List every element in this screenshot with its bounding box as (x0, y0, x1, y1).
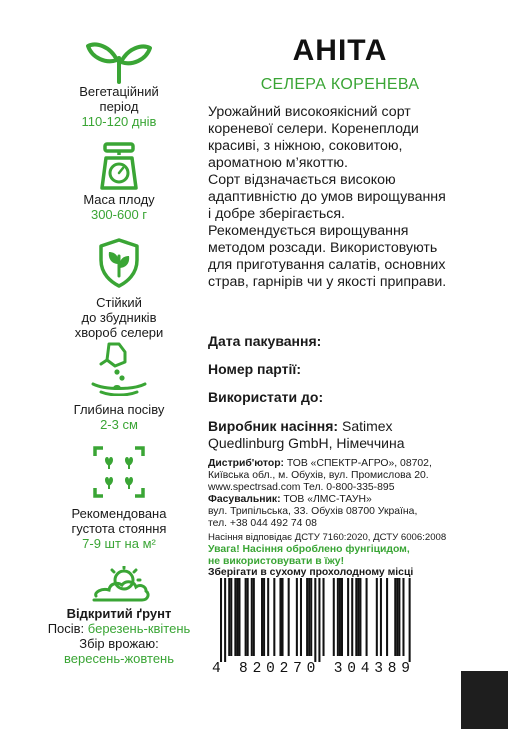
warning-line: Увага! Насіння оброблено фунгіцидом, (208, 544, 410, 555)
barcode-bar (234, 578, 236, 656)
barcode-bar (306, 578, 308, 656)
producer-value: Quedlinburg GmbH, Німеччина (208, 435, 405, 451)
barcode-bar (341, 578, 343, 656)
feature-value: 2-3 см (100, 417, 138, 432)
barcode-bar (228, 578, 230, 656)
producer-value: Satimex (338, 418, 393, 434)
sowing-label: Посів: (47, 621, 85, 636)
feature-label: період (99, 99, 139, 114)
barcode-bar (310, 578, 312, 656)
packer-line: ТОВ «ЛМС-ТАУН» (280, 494, 372, 505)
producer-label: Виробник насіння: (208, 418, 339, 434)
corner-block (461, 671, 508, 729)
fungicide-warning (208, 544, 498, 568)
product-name: АНІТА (292, 34, 388, 67)
feature-label: хвороб селери (74, 325, 164, 340)
description-line: кореневої селери. Коренеплоди (208, 121, 419, 137)
packer-line: вул. Трипільська, 33. Обухів 08700 Україна, (208, 505, 418, 517)
distributor-line: ТОВ «СПЕКТР-АГРО», 08702, (284, 458, 432, 469)
description-line: для приготування салатів, основних (208, 257, 446, 273)
packer-info (208, 494, 498, 529)
description-line: ароматною м’якоттю. (208, 155, 348, 171)
feature-value: 110-120 днів (81, 114, 157, 129)
barcode-bar (267, 578, 269, 656)
barcode-bar (386, 578, 388, 656)
barcode-bar (279, 578, 281, 656)
barcode-bar (251, 578, 253, 656)
barcode-bar (224, 578, 226, 662)
barcode-bar (359, 578, 361, 656)
description-line: Сорт відзначається високою (208, 172, 396, 188)
scale-icon (94, 142, 144, 190)
barcode-bar (380, 578, 382, 656)
barcode-bar (366, 578, 368, 656)
barcode-bar (347, 578, 349, 656)
barcode-bar (282, 578, 284, 656)
barcode-bar (300, 578, 302, 656)
barcode-bar (323, 578, 325, 656)
hand-seeding-icon (89, 340, 149, 396)
feature-resistance (0, 238, 238, 340)
distributor-line: www.spectrsad.com Тел. 0-800-335-895 (208, 481, 395, 493)
standard-note: Насіння відповідає ДСТУ 7160:2020, ДСТУ 6006:2008 (208, 532, 447, 543)
feature-value: 300-600 г (90, 207, 148, 222)
description-line: красиві, з ніжною, соковитою, (208, 138, 403, 154)
feature-label: густота стояння (71, 521, 167, 536)
use-by-label: Використати до: (208, 389, 324, 405)
feature-label: до збудників (81, 310, 157, 325)
barcode-bar (402, 578, 404, 656)
sowing-value: березень-квітень (87, 621, 191, 636)
plant-grid-icon (93, 446, 145, 498)
feature-open-ground (0, 566, 238, 666)
barcode-bar (376, 578, 378, 656)
barcode-bar (409, 578, 411, 662)
barcode-bar (261, 578, 263, 656)
feature-label: Вегетаційний (79, 84, 159, 99)
barcode-bar (355, 578, 357, 656)
feature-density (0, 446, 238, 551)
barcode (212, 578, 412, 674)
description-line: страв, гарнірів чи у якості приправи. (208, 274, 447, 290)
shield-leaf-icon (97, 238, 141, 288)
feature-label: Рекомендована (71, 506, 167, 521)
barcode-bar (394, 578, 396, 656)
distributor-label: Дистриб'ютор: (208, 458, 285, 469)
barcode-bar (351, 578, 353, 656)
storage-note: Зберігати в сухому прохолодному місці (208, 567, 414, 578)
packer-line: тел. +38 044 492 74 08 (208, 517, 317, 529)
feature-label: Стійкий (96, 295, 142, 310)
product-kind: СЕЛЕРА КОРЕНЕВА (260, 76, 420, 93)
sowing-line (0, 621, 238, 636)
features-column (0, 0, 210, 729)
feature-value: 7-9 шт на м² (82, 536, 156, 551)
barcode-bar (238, 578, 240, 656)
barcode-bar (288, 578, 290, 656)
sun-cloud-icon (84, 566, 154, 602)
barcode-bar (296, 578, 298, 656)
barcode-bar (314, 578, 316, 662)
barcode-bar (396, 578, 398, 656)
barcode-bar (318, 578, 320, 662)
feature-mass (0, 142, 238, 222)
description-line: Урожайний високоякісний сорт (208, 104, 411, 120)
feature-label: Маса плоду (83, 192, 155, 207)
barcode-bar (247, 578, 249, 656)
barcode-bar (230, 578, 232, 656)
harvest-label: Збір врожаю: (79, 636, 159, 651)
barcode-bar (339, 578, 341, 656)
description-line: Рекомендується вирощування (208, 223, 409, 239)
harvest-value: вересень-жовтень (64, 651, 174, 666)
packing-date-label: Дата пакування: (208, 333, 322, 349)
description-line: методом розсади. Використовують (208, 240, 438, 256)
feature-vegetation (0, 38, 238, 129)
batch-number-label: Номер партії: (208, 361, 302, 377)
barcode-bar (236, 578, 238, 656)
barcode-bar (220, 578, 222, 662)
feature-label: Глибина посіву (73, 402, 165, 417)
barcode-bar (398, 578, 400, 656)
feature-label: Відкритий ґрунт (66, 606, 172, 621)
distributor-info (208, 458, 498, 493)
product-description (208, 104, 504, 291)
barcode-bar (263, 578, 265, 656)
description-line: адаптивністю до умов вирощування (208, 189, 446, 205)
barcode-bar (337, 578, 339, 656)
barcode-bar (253, 578, 255, 656)
feature-depth (0, 340, 238, 432)
producer-info (208, 418, 498, 452)
sprout-icon (84, 38, 154, 84)
distributor-line: Київська обл., м. Обухів, вул. Промислова 20. (208, 469, 429, 481)
description-line: і добре зберігається. (208, 206, 345, 222)
barcode-digits: 4 820270 304389 (212, 661, 410, 674)
barcode-bar (273, 578, 275, 656)
barcode-bar (245, 578, 247, 656)
warning-line: не використовувати в їжу! (208, 555, 345, 567)
barcode-bar (308, 578, 310, 656)
barcode-bar (333, 578, 335, 656)
packer-label: Фасувальник: (208, 494, 281, 505)
barcode-bar (357, 578, 359, 656)
